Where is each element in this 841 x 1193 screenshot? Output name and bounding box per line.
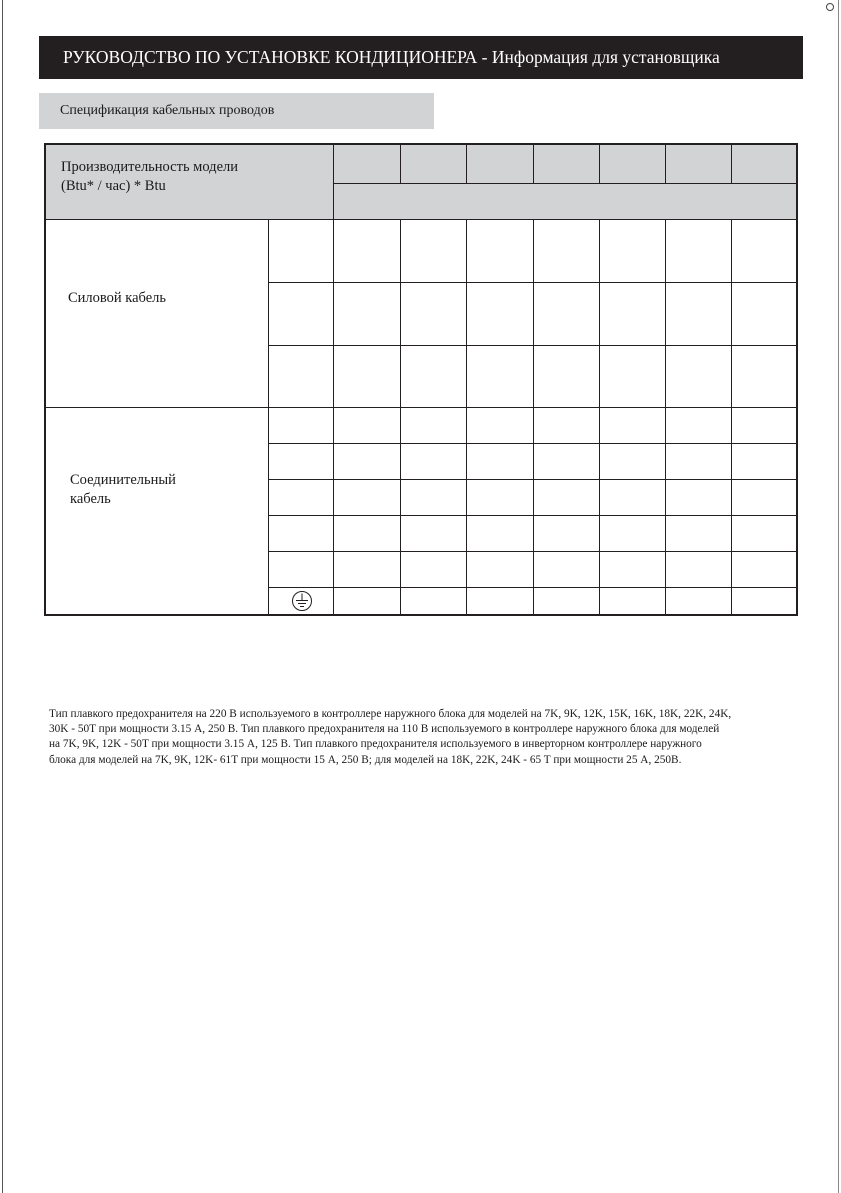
model-capacity-line2: (Btu* / час) * Btu xyxy=(61,178,166,194)
connecting-cable-line2: кабель xyxy=(70,491,111,507)
fuse-note: Тип плавкого предохранителя на 220 В используемого в контроллере наружного блока для моделей на 7K, 9K, 12K, 15K, 16K, 18K, 22K, 24K, 30K - 50T при мощности 3.15 А, 250 В. Тип плавкого предохранителя на 110 В используемого в контроллере наружного блока для моделей на 7K, 9K, 12K - 50T при мощности 3.15 А, 125 В. Тип плавкого предохранителя используемого в инверторном контроллере наружного блока для моделей на 7K, 9K, 12K- 61T при мощности 15 А, 250 В; для моделей на 18K, 22K, 24K - 65 T при мощности 25 А, 250В. xyxy=(49,708,732,766)
page-title: РУКОВОДСТВО ПО УСТАНОВКЕ КОНДИЦИОНЕРА - Информация для установщика xyxy=(39,36,803,79)
section-title: Спецификация кабельных проводов xyxy=(39,93,434,129)
table-header-row xyxy=(45,143,797,220)
corner-mark xyxy=(826,3,834,11)
page-edge-left xyxy=(2,0,3,1193)
connecting-cable-label xyxy=(70,471,176,509)
ground-icon xyxy=(291,590,313,612)
connecting-cable-line1: Соединительный xyxy=(70,472,176,488)
page-edge-right xyxy=(838,0,839,1193)
model-capacity-line1: Производительность модели xyxy=(61,159,238,175)
power-cable-label: Силовой кабель xyxy=(68,290,167,306)
